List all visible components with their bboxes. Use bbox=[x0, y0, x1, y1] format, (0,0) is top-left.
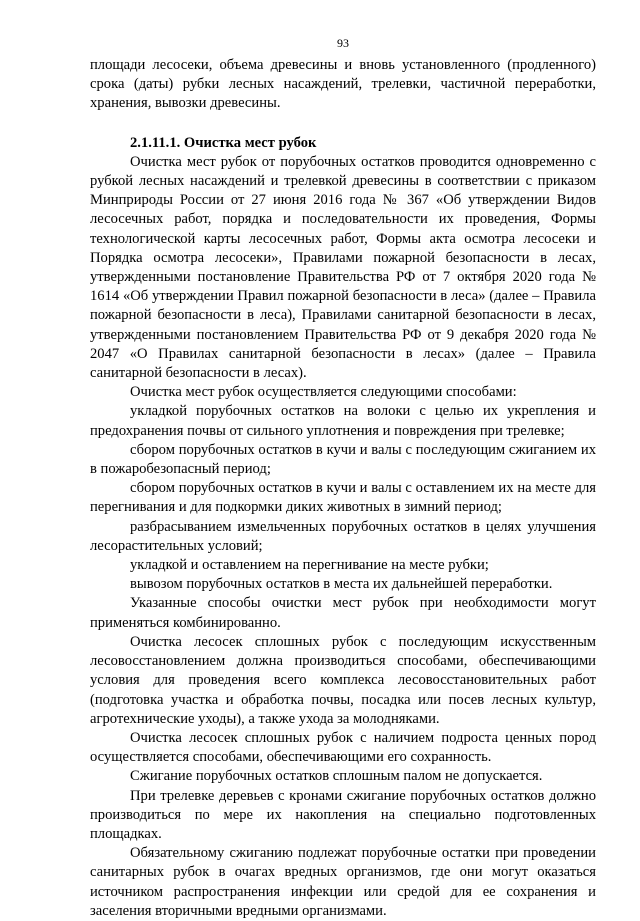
body-paragraph: Обязательному сжиганию подлежат порубочные остатки при проведении санитарных рубок в очагах вредных организмов, где они могут оказаться источником распространения инфекции или средой для ее сохранения и заселения вторичными вредными организмами. bbox=[90, 845, 596, 919]
list-item: укладкой порубочных остатков на волоки с целью их укрепления и предохранения почвы от сильного уплотнения и повреждения при трелевке; bbox=[90, 403, 596, 439]
body-paragraph: Указанные способы очистки мест рубок при необходимости могут применяться комбинированно. bbox=[90, 595, 596, 631]
list-item: вывозом порубочных остатков в места их дальнейшей переработки. bbox=[130, 576, 553, 593]
body-paragraph: Очистка лесосек сплошных рубок с последующим искусственным лесовосстановлением должна производиться способами, обеспечивающими условия для проведения всего комплекса лесовосстановительных работ (подготовка участка и обработка почвы, посадка или посев лесных культур, агротехнические уходы), а также ухода за молодняками. bbox=[90, 633, 596, 727]
body-paragraph: Очистка лесосек сплошных рубок с наличием подроста ценных пород осуществляется способами, обеспечивающими его сохранность. bbox=[90, 729, 596, 766]
body-paragraph: Сжигание порубочных остатков сплошным палом не допускается. bbox=[130, 768, 543, 785]
list-item: сбором порубочных остатков в кучи и валы с последующим сжиганием их в пожаробезопасный период; bbox=[90, 441, 596, 478]
list-item: сбором порубочных остатков в кучи и валы с оставлением их на месте для перегнивания и для подкормки диких животных в зимний период; bbox=[90, 480, 596, 516]
body-paragraph: При трелевке деревьев с кронами сжигание порубочных остатков должно производиться по мере их накопления на специально подготовленных площадках. bbox=[90, 787, 596, 842]
list-item: укладкой и оставлением на перегнивание на месте рубки; bbox=[130, 557, 489, 574]
body-paragraph: Очистка мест рубок осуществляется следующими способами: bbox=[130, 384, 517, 401]
section-heading: 2.1.11.1. Очистка мест рубок bbox=[130, 134, 317, 151]
list-item: разбрасыванием измельченных порубочных остатков в целях улучшения лесорастительных условий; bbox=[90, 518, 596, 554]
continuation-paragraph: площади лесосеки, объема древесины и вновь установленного (продленного) срока (даты) рубки лесных насаждений, трелевки, частичной переработки, хранения, вывозки древесины. bbox=[90, 57, 596, 112]
body-paragraph: Очистка мест рубок от порубочных остатков проводится одновременно с рубкой лесных насаждений и трелевкой древесины в соответствии с приказом Минприроды России от 27 июня 2016 года № 367 «Об утверждении Видов лесосечных работ, порядка и последовательности их проведения, Формы технологической карты лесосечных работ, Формы акта осмотра лесосеки и Порядка осмотра лесосеки», Правилами пожарной безопасности в лесах, утвержденными постановление Правительства РФ от 7 октября 2020 года № 1614 «Об утверждении Правил пожарной безопасности в леса» (далее – Правила пожарной безопасности в леса), Правилами санитарной безопасности в лесах, утвержденными постановлением Правительства РФ от 9 декабря 2020 года № 2047 «О Правилах санитарной безопасности в лесах» (далее – Правила санитарной безопасности в лесах). bbox=[90, 153, 596, 382]
page-number: 93 bbox=[337, 36, 349, 50]
